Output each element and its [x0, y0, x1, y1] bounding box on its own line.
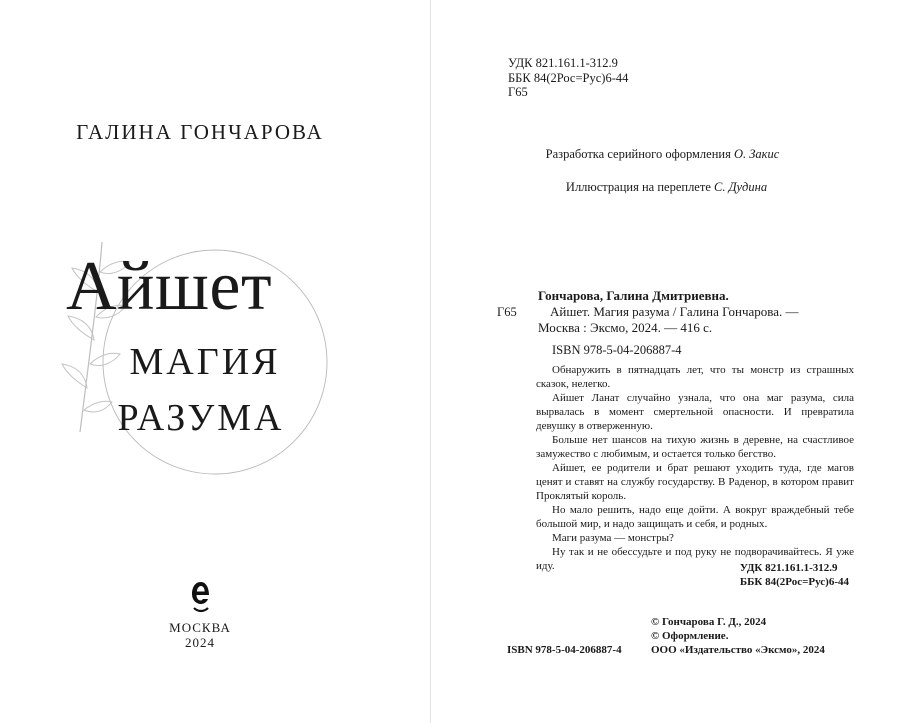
title-page-left	[0, 0, 430, 723]
bbk-code-bottom: ББК 84(2Рос=Рус)6-44	[739, 576, 849, 588]
biblio-publisher: Москва : Эксмо, 2024. — 416 с.	[538, 320, 713, 335]
book-title	[66, 248, 273, 325]
udk-block-top	[508, 56, 628, 100]
imprint-city	[0, 620, 400, 650]
author-name: ГАЛИНА ГОНЧАРОВА	[76, 120, 324, 144]
copyright-design: © Оформление.	[651, 630, 729, 642]
copyright-page-right	[431, 0, 898, 723]
eksmo-logo-icon	[190, 580, 212, 614]
book-subtitle-line-2: РАЗУМА	[117, 397, 285, 439]
annotation-paragraph: Айшет, ее родители и брат решают уходить туда, где магов ценят и ставят на службу государству. В Раденор, в котором правит Проклятый король.	[536, 462, 854, 502]
annotation-paragraph: Маги разума — монстры?	[552, 532, 674, 544]
annotation-paragraph: Но мало решить, надо еще дойти. А вокруг враждебный тебе большой мир, и надо защищать и себя, и родных.	[536, 504, 854, 530]
book-title-text: Айшет	[66, 248, 273, 325]
biblio-author: Гончарова, Галина Дмитриевна.	[538, 288, 729, 303]
copyright-publisher: ООО «Издательство «Эксмо», 2024	[651, 644, 825, 656]
udk-block-bottom	[740, 561, 849, 589]
annotation-paragraph: Обнаружить в пятнадцать лет, что ты монстр из страшных сказок, нелегко.	[536, 364, 854, 390]
annotation-paragraph: Ну так и не обессудьте и под руку не подворачивайтесь. Я уже иду.	[536, 546, 854, 572]
author-mark: Г65	[508, 85, 528, 99]
isbn-bottom: ISBN 978-5-04-206887-4	[507, 644, 622, 656]
cover-illustration-credit	[433, 180, 898, 195]
annotation	[536, 363, 854, 573]
series-design-label: Разработка серийного оформления	[545, 147, 731, 161]
series-design-credit	[429, 147, 896, 162]
udk-code: УДК 821.161.1-312.9	[508, 56, 618, 70]
bibliographic-record	[538, 288, 858, 336]
annotation-paragraph: Больше нет шансов на тихую жизнь в деревне, на счастливое замужество с любимым, и остается только бегство.	[536, 434, 854, 460]
imprint-year: 2024	[185, 635, 215, 650]
cover-illustration-name: С. Дудина	[714, 180, 768, 194]
copyright-author: © Гончарова Г. Д., 2024	[651, 616, 767, 628]
annotation-paragraph: Айшет Ланат случайно узнала, что она маг разума, сила вырвалась в момент смертельной опасности. И превратила девушку в отверженную.	[536, 392, 854, 432]
book-subtitle-line-1: МАГИЯ	[129, 341, 281, 383]
bbk-code: ББК 84(2Рос=Рус)6-44	[508, 70, 629, 85]
index-code: Г65	[497, 305, 517, 319]
biblio-title: Айшет. Магия разума / Галина Гончарова. —	[550, 304, 799, 319]
cover-illustration-label: Иллюстрация на переплете	[565, 180, 711, 194]
city-name: МОСКВА	[169, 620, 231, 635]
isbn-line: ISBN 978-5-04-206887-4	[552, 343, 682, 357]
series-design-name: О. Закис	[733, 147, 780, 161]
udk-code-bottom: УДК 821.161.1-312.9	[739, 562, 838, 574]
copyright-block	[651, 615, 825, 657]
